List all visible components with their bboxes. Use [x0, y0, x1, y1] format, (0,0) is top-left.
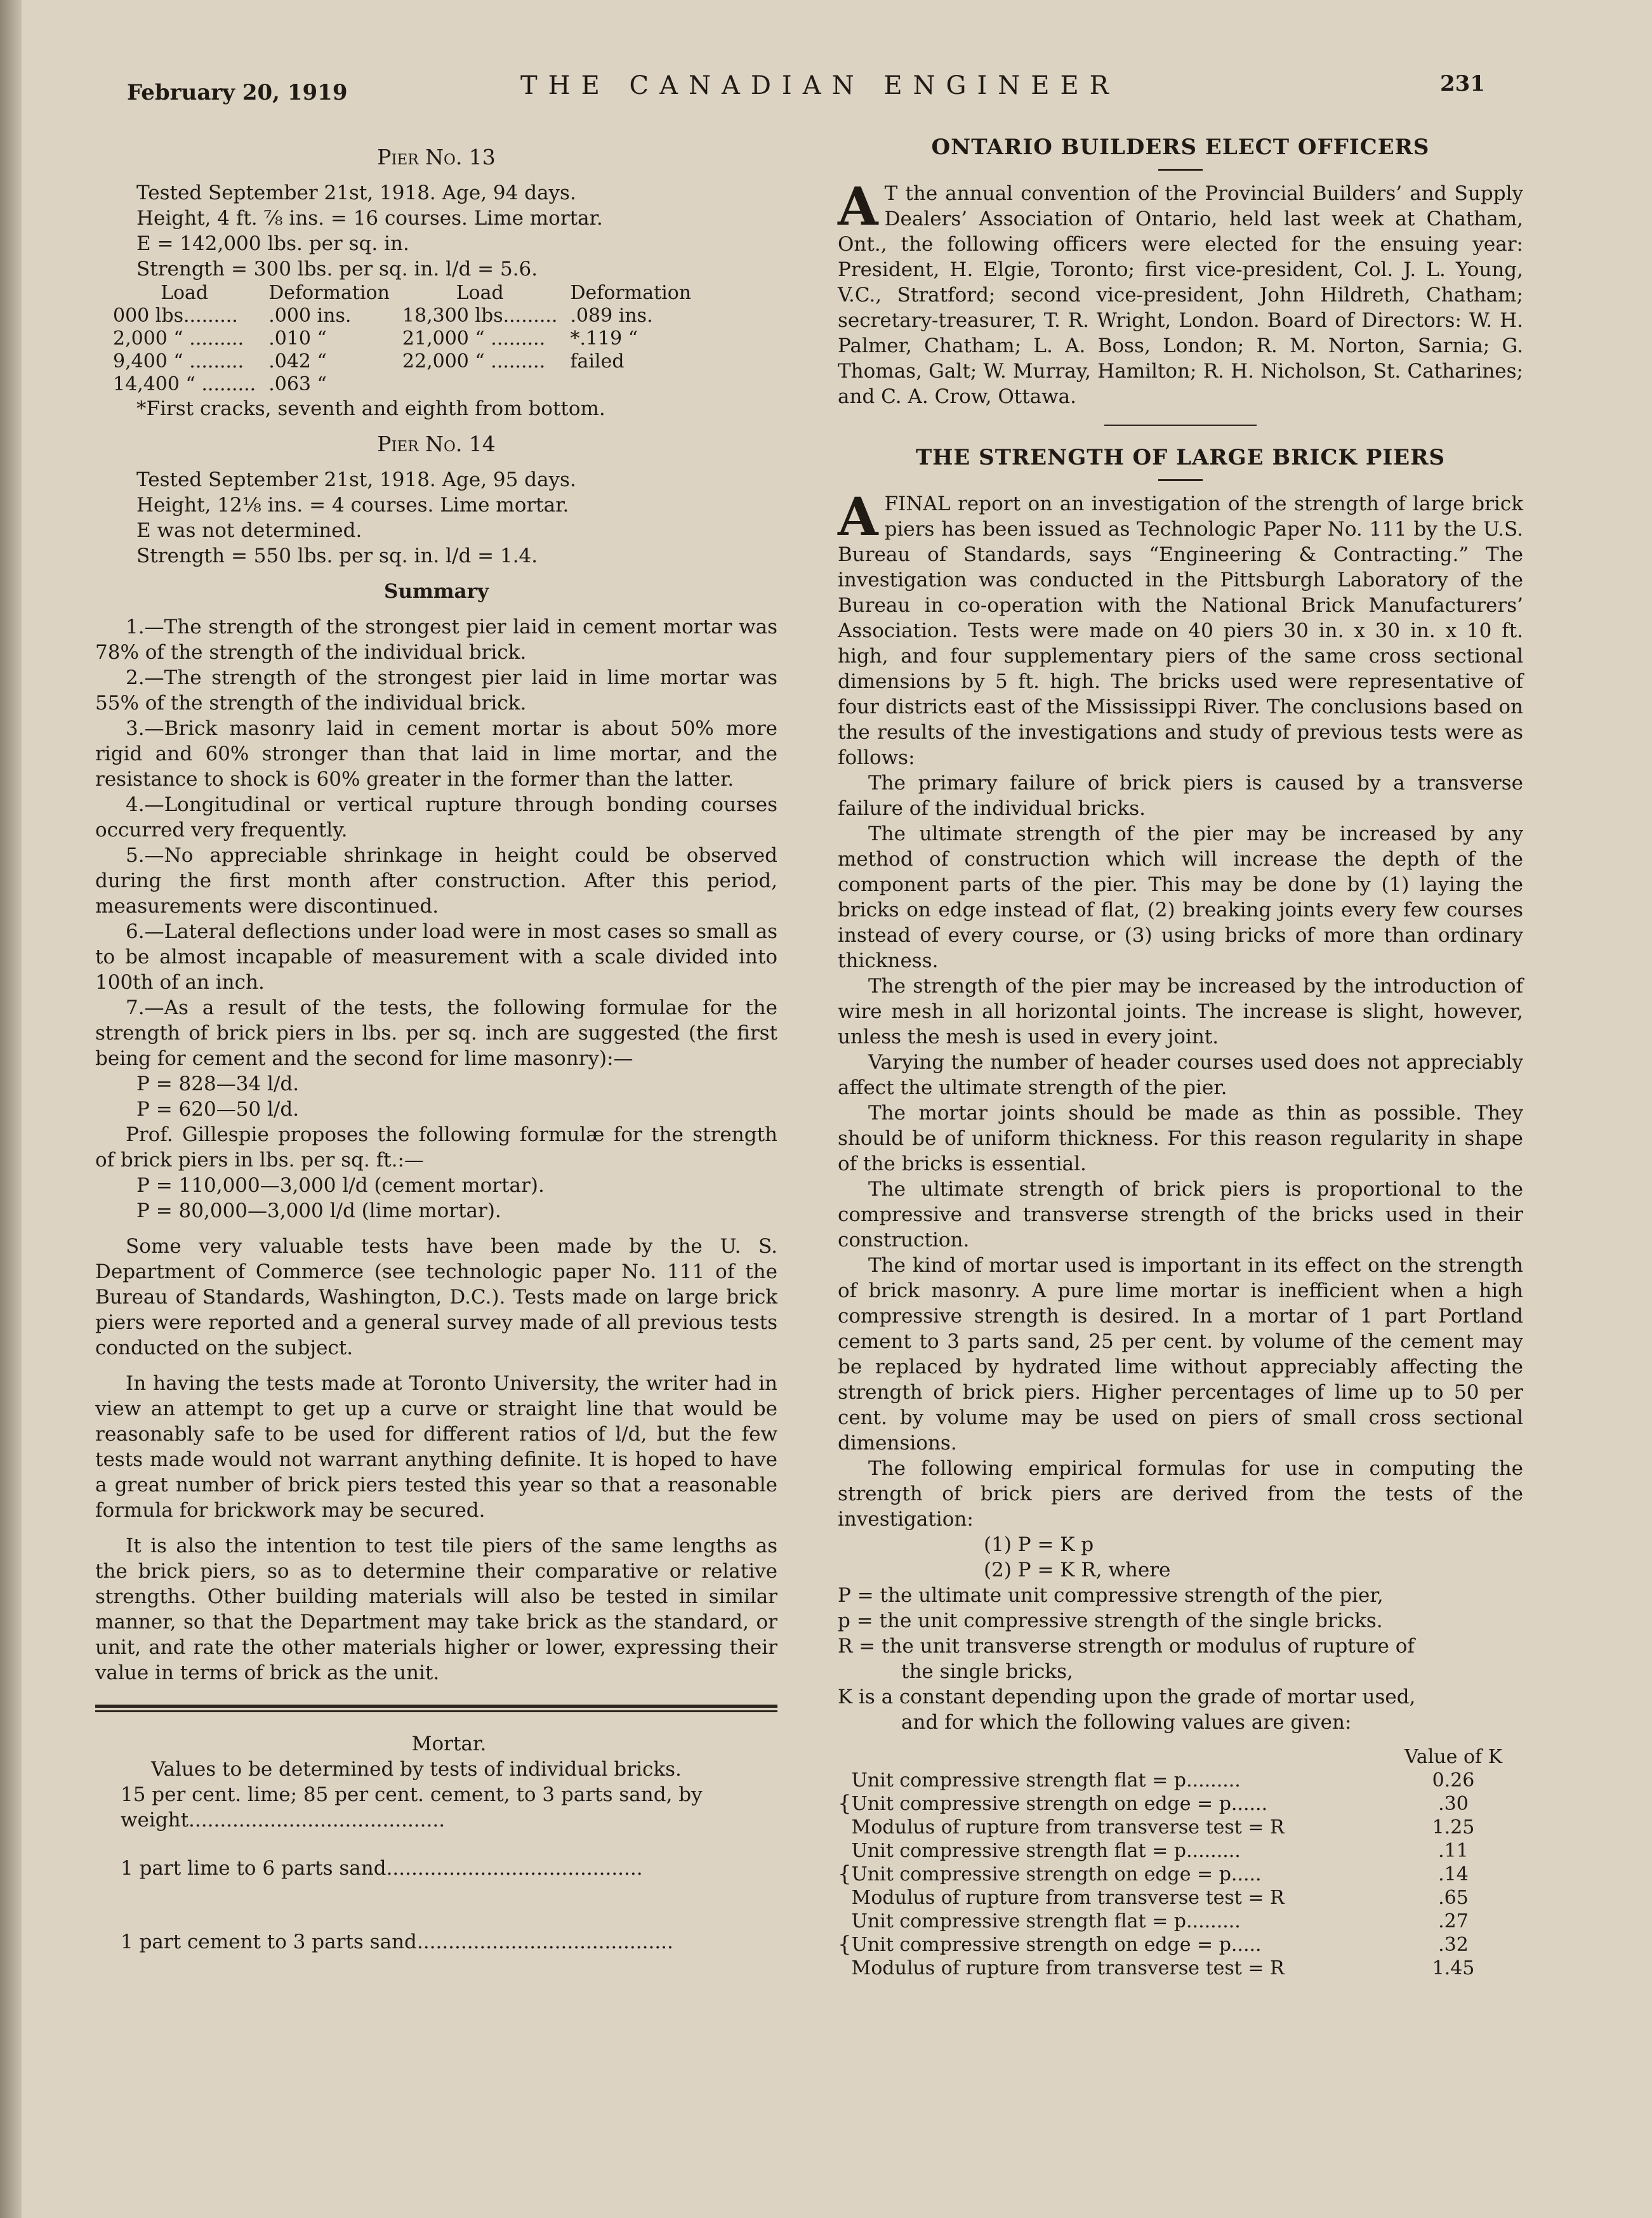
table-cell: 2,000 “ ......... — [113, 327, 244, 350]
table-cell: Modulus of rupture from transverse test = R — [851, 1957, 1285, 1979]
definition: p = the unit compressive strength of the single bricks. — [838, 1609, 1383, 1632]
table-cell: Modulus of rupture from transverse test = R — [851, 1816, 1285, 1838]
table-cell: .65 — [1438, 1887, 1469, 1909]
summary-item: 1.—The strength of the strongest pier laid in cement mortar was 78% of the strength of the individual brick. — [95, 616, 777, 664]
table-cell: Unit compressive strength flat = p......... — [851, 1769, 1241, 1792]
table-row — [838, 1863, 1523, 1886]
formula: P = 80,000—3,000 l/d (lime mortar). — [136, 1199, 501, 1222]
summary-item: 5.—No appreciable shrinkage in height could be observed during the first month after construction. After this period, measurements were discontinued. — [95, 844, 777, 918]
article-heading: THE STRENGTH OF LARGE BRICK PIERS — [915, 445, 1446, 470]
pier14-line: Tested September 21st, 1918. Age, 95 days. — [136, 468, 576, 491]
summary-list — [95, 614, 777, 1071]
pier14-details — [136, 467, 777, 569]
article-text: T the annual convention of the Provincial Builders’ and Supply Dealers’ Association of Ontario, held last week at Chatham, Ont., the following officers were elected for the ensuing year: President, H. Elgie, Toronto; first vice-president, Col. J. L. Young, V.C., Stratford; second vice-president, John Hildreth, Chatham; secretary-treasurer, T. R. Wright, London. Board of Directors: W. H. Palmer, Chatham; L. A. Boss, London; R. M. Norton, Sarnia; G. Thomas, Galt; W. Murray, Hamilton; R. H. Nicholson, St. Catharines; and C. A. Crow, Ottawa. — [838, 182, 1523, 408]
right-column — [838, 135, 1523, 1980]
table-cell: .27 — [1438, 1910, 1469, 1932]
table-row — [838, 1792, 1523, 1816]
pier14-heading: Pier No. 14 — [377, 432, 496, 456]
pier14-line: Strength = 550 lbs. per sq. in. l/d = 1.4. — [136, 545, 538, 567]
officers-article — [838, 176, 1523, 409]
mortar-section — [121, 1731, 777, 1955]
k-values-table — [838, 1745, 1523, 1980]
article-heading: ONTARIO BUILDERS ELECT OFFICERS — [931, 135, 1430, 160]
table-cell: 14,400 “ ......... — [113, 373, 256, 395]
mortar-heading: Mortar. — [411, 1733, 487, 1755]
drop-cap: A — [838, 176, 878, 237]
column-header: Load — [161, 282, 209, 304]
running-header — [121, 71, 1485, 109]
table-cell: 1.45 — [1432, 1957, 1475, 1979]
summary-item: 2.—The strength of the strongest pier laid in lime mortar was 55% of the strength of the individual brick. — [95, 666, 777, 715]
summary-item: 6.—Lateral deflections under load were in most cases so small as to be almost incapable of measurement with a scale divided into 100th of an inch. — [95, 920, 777, 994]
table-cell: .042 “ — [268, 350, 327, 373]
table-row — [838, 1769, 1523, 1792]
table-cell: .063 “ — [268, 373, 327, 395]
table-header-row — [107, 282, 697, 305]
intro-text: FINAL report on an investigation of the strength of large brick piers has been issued as Technologic Paper No. 111 by the U.S. Bureau of Standards, says “Engineering & Contracting.” The investigation was conducted in the Pittsburgh Laboratory of the Bureau in co-operation with the National Brick Manufacturers’ Association. Tests were made on 40 piers 30 in. x 30 in. x 10 ft. high, and four supplementary piers of the same cross sectional dimensions by 5 ft. high. The bricks used were representative of four districts east of the Mississippi River. The conclusions based on the results of the investigations and study of previous tests were as follows: — [838, 492, 1523, 769]
table-row — [107, 350, 697, 373]
table-cell: 1.25 — [1432, 1816, 1475, 1838]
column-header: Deformation — [570, 282, 692, 304]
body-paragraph: The following empirical formulas for use in computing the strength of brick piers are derived from the tests of the investigation: — [838, 1457, 1523, 1531]
column-header: Deformation — [268, 282, 390, 304]
table-cell — [564, 373, 697, 396]
table-cell: 22,000 “ ......... — [402, 350, 546, 373]
pier13-footnote: *First cracks, seventh and eighth from bottom. — [136, 397, 605, 420]
mortar-intro: Values to be determined by tests of individual bricks. — [151, 1758, 682, 1781]
brace-icon: { — [838, 1932, 852, 1957]
body-paragraph: It is also the intention to test tile piers of the same lengths as the brick piers, so as to determine their comparative or relative strengths. Other building materials will also be tested in similar manner, so that the Department may take brick as the standard, or unit, and rate the other materials higher or lower, expressing their value in terms of brick as the unit. — [95, 1535, 777, 1684]
summary-heading: Summary — [384, 580, 489, 603]
pier13-details — [136, 180, 777, 282]
body-paragraph: The primary failure of brick piers is caused by a transverse failure of the individual bricks. — [838, 772, 1523, 820]
table-row — [838, 1910, 1523, 1933]
load-deformation-table — [107, 282, 697, 396]
table-row — [838, 1933, 1523, 1957]
page-spine-shadow — [0, 0, 22, 2218]
formula: P = 620—50 l/d. — [136, 1098, 300, 1121]
definitions — [838, 1583, 1523, 1735]
summary-item: 4.—Longitudinal or vertical rupture through bonding courses occurred very frequently. — [95, 793, 777, 842]
header-title: THE CANADIAN ENGINEER — [520, 71, 1120, 100]
pier13-heading: Pier No. 13 — [377, 145, 496, 169]
body-paragraph: Some very valuable tests have been made by the U. S. Department of Commerce (see technologic paper No. 111 of the Bureau of Standards, Washington, D.C.). Tests made on large brick piers were reported and a general survey made of all previous tests conducted on the subject. — [95, 1235, 777, 1359]
table-row — [838, 1816, 1523, 1839]
table-cell: Unit compressive strength flat = p......... — [851, 1840, 1241, 1862]
column-header: Load — [456, 282, 504, 304]
formula-block — [984, 1532, 1523, 1583]
pier13-line: Strength = 300 lbs. per sq. in. l/d = 5.6. — [136, 258, 538, 281]
formula: (2) P = K R, where — [984, 1559, 1171, 1581]
gillespie-paragraph: Prof. Gillespie proposes the following formulæ for the strength of brick piers in lbs. per sq. ft.:— — [95, 1123, 777, 1172]
table-row — [838, 1839, 1523, 1863]
table-row — [107, 373, 697, 396]
body-paragraph: Varying the number of header courses used does not appreciably affect the ultimate strength of the pier. — [838, 1051, 1523, 1099]
table-cell: .11 — [1438, 1840, 1469, 1862]
body-paragraph: The kind of mortar used is important in its effect on the strength of brick masonry. A pure lime mortar is inefficient when a high compressive strength is desired. In a mortar of 1 part Portland cement to 3 parts sand, 25 per cent. by volume of the cement may be replaced by hydrated lime without appreciably affecting the strength of brick piers. Higher percentages of lime up to 50 per cent. by volume may be used on piers of small cross sectional dimensions. — [838, 1254, 1523, 1455]
body-paragraph: The ultimate strength of the pier may be increased by any method of construction which will increase the depth of the component parts of the pier. This may be done by (1) laying the bricks on edge instead of flat, (2) breaking joints every few courses instead of every course, or (3) using bricks of more than ordinary thickness. — [838, 822, 1523, 972]
formula-block-1 — [136, 1071, 777, 1122]
double-rule-divider — [95, 1705, 777, 1712]
table-cell: .32 — [1438, 1934, 1469, 1956]
summary-item: 7.—As a result of the tests, the following formulae for the strength of brick piers in lbs. per sq. inch are suggested (the first being for cement and the second for lime masonry):— — [95, 996, 777, 1070]
summary-item: 3.—Brick masonry laid in cement mortar is about 50% more rigid and 60% stronger than that laid in lime mortar, and the resistance to shock is 60% greater in the former than the latter. — [95, 717, 777, 791]
mortar-item: 1 part lime to 6 parts sand......................................... — [121, 1857, 643, 1880]
table-cell — [396, 373, 564, 396]
table-cell: .089 ins. — [570, 305, 653, 327]
article-intro — [838, 487, 1523, 770]
definition: K is a constant depending upon the grade of mortar used, — [838, 1686, 1416, 1708]
body-paragraph: In having the tests made at Toronto University, the writer had in view an attempt to get up a curve or straight line that would be reasonably safe to be used for different ratios of l/d, but the few tests made would not warrant anything definite. It is hoped to have a great number of brick piers tested this year so that a reasonable formula for brickwork may be secured. — [95, 1372, 777, 1522]
table-cell: Unit compressive strength on edge = p...... — [851, 1793, 1268, 1815]
table-cell: failed — [570, 350, 624, 373]
table-cell: .010 “ — [268, 327, 327, 350]
table-row — [107, 327, 697, 350]
body-paragraph: The mortar joints should be made as thin as possible. They should be of uniform thickness. For this reason regularity in shape of the bricks is essential. — [838, 1102, 1523, 1175]
formula: P = 110,000—3,000 l/d (cement mortar). — [136, 1174, 545, 1197]
formula: (1) P = K p — [984, 1533, 1094, 1556]
table-cell: Unit compressive strength on edge = p..... — [851, 1934, 1262, 1956]
pier13-line: E = 142,000 lbs. per sq. in. — [136, 232, 409, 255]
pier13-line: Height, 4 ft. ⅞ ins. = 16 courses. Lime mortar. — [136, 207, 603, 230]
table-cell: 18,300 lbs......... — [402, 305, 558, 327]
table-cell: 21,000 “ ......... — [402, 327, 546, 350]
pier14-line: Height, 12⅛ ins. = 4 courses. Lime mortar. — [136, 494, 569, 517]
left-column — [95, 145, 777, 1955]
brick-piers-article — [838, 487, 1523, 1532]
table-cell: *.119 “ — [570, 327, 638, 350]
table-cell: Unit compressive strength flat = p......... — [851, 1910, 1241, 1932]
mortar-item: 1 part cement to 3 parts sand......................................... — [121, 1931, 673, 1953]
header-date: February 20, 1919 — [127, 80, 348, 105]
page-number: 231 — [1440, 71, 1485, 96]
definition-continued: the single bricks, — [901, 1660, 1073, 1683]
table-cell: Unit compressive strength on edge = p..... — [851, 1863, 1262, 1885]
body-paragraph: The ultimate strength of brick piers is proportional to the compressive and transverse strength of the bricks used in their construction. — [838, 1178, 1523, 1251]
brace-icon: { — [838, 1791, 852, 1816]
pier13-line: Tested September 21st, 1918. Age, 94 days. — [136, 182, 576, 204]
table-cell: 000 lbs......... — [113, 305, 238, 327]
table-cell: 9,400 “ ......... — [113, 350, 244, 373]
table-row — [838, 1957, 1523, 1980]
formula-block-2 — [136, 1173, 777, 1224]
table-cell: Modulus of rupture from transverse test = R — [851, 1887, 1285, 1909]
definition-continued: and for which the following values are given: — [901, 1711, 1352, 1734]
table-cell: 0.26 — [1432, 1769, 1475, 1792]
table-header-row — [838, 1745, 1523, 1769]
column-header: Value of K — [1404, 1746, 1503, 1768]
brace-icon: { — [838, 1861, 852, 1887]
table-row — [107, 305, 697, 327]
formula: P = 828—34 l/d. — [136, 1073, 300, 1095]
drop-cap: A — [838, 487, 878, 548]
table-cell: .30 — [1438, 1793, 1469, 1815]
table-row — [838, 1886, 1523, 1910]
definition: R = the unit transverse strength or modulus of rupture of — [838, 1635, 1415, 1658]
table-cell: .14 — [1438, 1863, 1469, 1885]
body-paragraph: The strength of the pier may be increased by the introduction of wire mesh in all horizontal joints. The increase is slight, however, unless the mesh is used in every joint. — [838, 975, 1523, 1048]
mortar-item: 15 per cent. lime; 85 per cent. cement, to 3 parts sand, by weight......................................... — [121, 1783, 703, 1832]
table-cell: .000 ins. — [268, 305, 352, 327]
pier14-line: E was not determined. — [136, 519, 362, 542]
definition: P = the ultimate unit compressive strength of the pier, — [838, 1584, 1384, 1607]
